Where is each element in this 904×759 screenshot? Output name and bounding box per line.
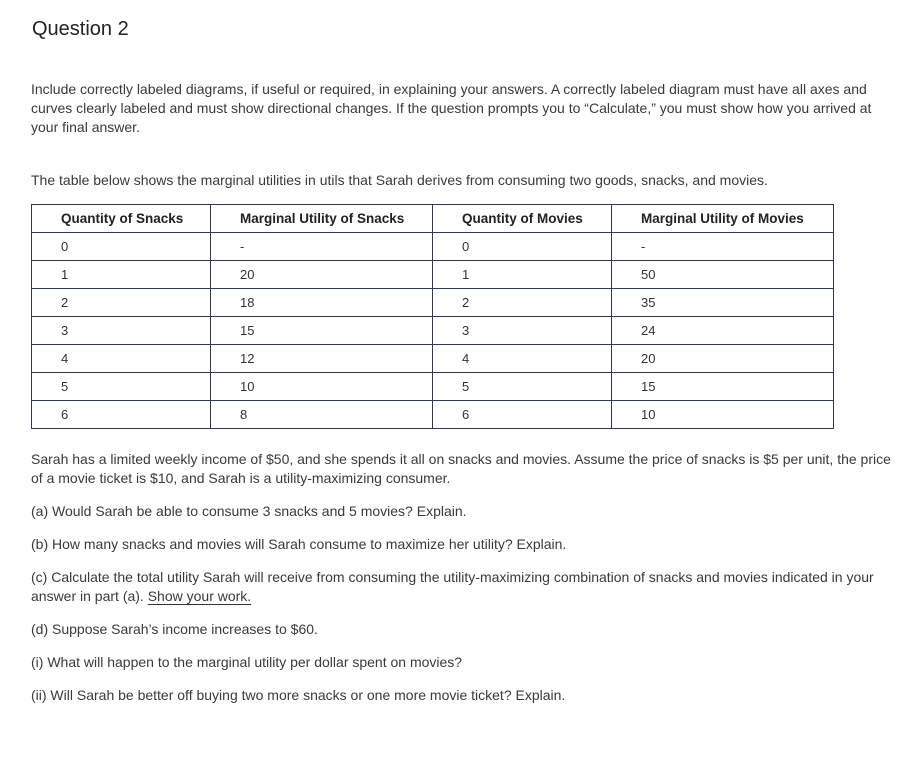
table-cell: 15 (612, 373, 834, 401)
table-cell: 20 (612, 345, 834, 373)
table-cell: 15 (211, 317, 433, 345)
table-cell: 10 (211, 373, 433, 401)
table-cell: 2 (32, 289, 211, 317)
table-cell: 1 (32, 261, 211, 289)
table-cell: 1 (433, 261, 612, 289)
instructions-paragraph: Include correctly labeled diagrams, if useful or required, in explaining your answers. A correctly labeled diagram must have all axes and curves clearly labeled and must show directional changes. If the question prompts you to “Calculate,” you must show how you arrived at your final answer. (31, 81, 872, 135)
marginal-utility-table (31, 204, 834, 429)
table-header-row (32, 205, 834, 233)
table-cell: 4 (433, 345, 612, 373)
table-cell: 24 (612, 317, 834, 345)
part-d: (d) Suppose Sarah’s income increases to $60. (31, 621, 318, 637)
part-d-ii: (ii) Will Sarah be better off buying two more snacks or one more movie ticket? Explain. (31, 687, 566, 703)
table-cell: 6 (32, 401, 211, 429)
part-b: (b) How many snacks and movies will Sarah consume to maximize her utility? Explain. (31, 536, 567, 552)
table-cell: 35 (612, 289, 834, 317)
table-cell: 20 (211, 261, 433, 289)
table-row (32, 317, 834, 345)
header-mu-snacks: Marginal Utility of Snacks (211, 205, 433, 233)
table-row (32, 289, 834, 317)
table-cell: 10 (612, 401, 834, 429)
table-cell: 5 (433, 373, 612, 401)
table-cell: 12 (211, 345, 433, 373)
table-cell: 6 (433, 401, 612, 429)
table-cell: 50 (612, 261, 834, 289)
part-a: (a) Would Sarah be able to consume 3 snacks and 5 movies? Explain. (31, 503, 467, 519)
table-cell: 18 (211, 289, 433, 317)
show-your-work-emphasis: Show your work. (147, 588, 252, 604)
part-c-text: (c) Calculate the total utility Sarah will receive from consuming the utility-maximizing combination of snacks and movies indicated in your answer in part (a). (31, 569, 874, 604)
question-title: Question 2 (32, 18, 129, 40)
header-quantity-snacks: Quantity of Snacks (32, 205, 211, 233)
table-cell: - (612, 233, 834, 261)
question-body (31, 450, 893, 719)
table-row (32, 345, 834, 373)
table-cell: 3 (433, 317, 612, 345)
table-row (32, 401, 834, 429)
table-cell: 5 (32, 373, 211, 401)
table-row (32, 261, 834, 289)
table-cell: 8 (211, 401, 433, 429)
table-cell: 2 (433, 289, 612, 317)
part-c (31, 568, 893, 606)
header-quantity-movies: Quantity of Movies (433, 205, 612, 233)
table-cell: 3 (32, 317, 211, 345)
table-cell: 0 (433, 233, 612, 261)
table-cell: 0 (32, 233, 211, 261)
part-d-i: (i) What will happen to the marginal utility per dollar spent on movies? (31, 654, 463, 670)
table-cell: - (211, 233, 433, 261)
header-mu-movies: Marginal Utility of Movies (612, 205, 834, 233)
table-row (32, 373, 834, 401)
table-intro-text: The table below shows the marginal utilities in utils that Sarah derives from consuming two goods, snacks, and movies. (31, 172, 768, 188)
table-cell: 4 (32, 345, 211, 373)
scenario-paragraph: Sarah has a limited weekly income of $50, and she spends it all on snacks and movies. Assume the price of snacks is $5 per unit, the price of a movie ticket is $10, and Sarah is a utility-maximizing consumer. (31, 451, 891, 486)
table-row (32, 233, 834, 261)
